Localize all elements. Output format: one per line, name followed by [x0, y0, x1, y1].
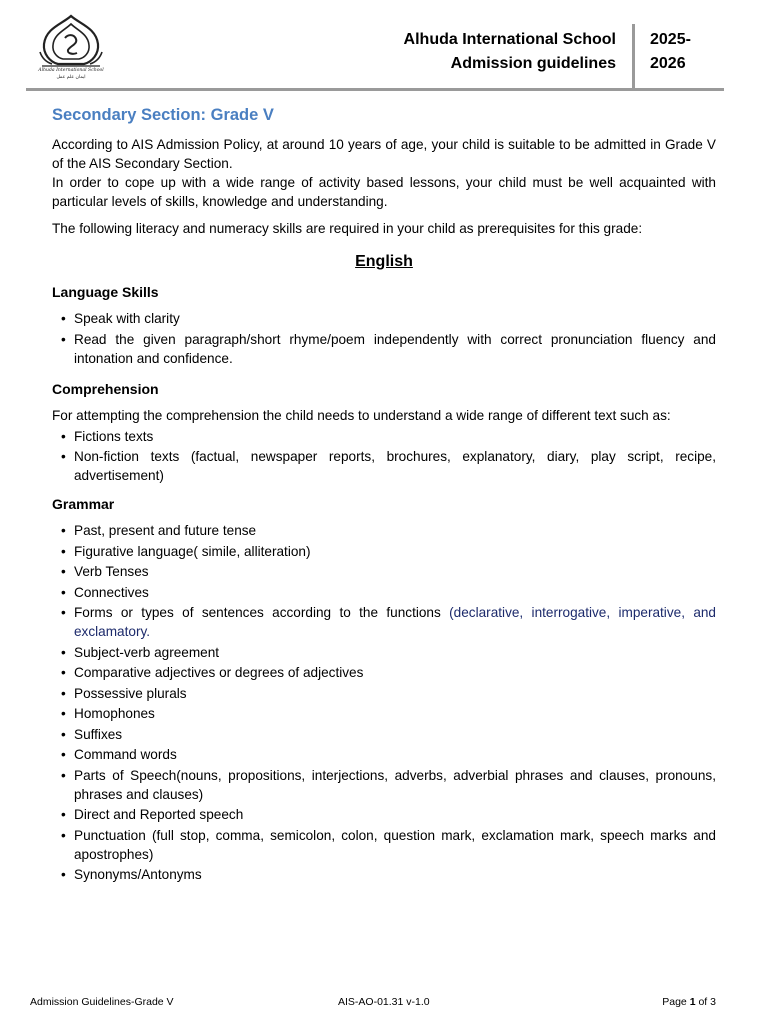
svg-text:ايمان علم عمل: ايمان علم عمل	[56, 75, 86, 80]
list-item: • Non-fiction texts (factual, newspaper reports, brochures, explanatory, diary, play script, recipe, advertisement)	[52, 447, 716, 485]
page-current: 1	[689, 996, 696, 1008]
footer-document-code: AIS-AO-01.31 v-1.0	[338, 996, 430, 1008]
intro-paragraph-1: According to AIS Admission Policy, at around 10 years of age, your child is suitable to be admitted in Grade V of the AIS Secondary Section.	[52, 137, 716, 171]
academic-year	[650, 28, 691, 76]
list-item: • Subject-verb agreement	[52, 643, 716, 662]
list-item: • Command words	[52, 745, 716, 764]
school-logo	[32, 12, 110, 80]
page-label: Page	[662, 996, 687, 1008]
year-line-1: 2025-	[650, 31, 691, 48]
intro-paragraph-2: In order to cope up with a wide range of activity based lessons, your child must be well acquainted with particular levels of skills, knowledge and understanding.	[52, 175, 716, 209]
page-header	[26, 12, 724, 91]
list-item: • Fictions texts	[52, 427, 716, 446]
list-item: • Direct and Reported speech	[52, 805, 716, 824]
school-name: Alhuda International School	[403, 31, 616, 48]
section-title: Secondary Section: Grade V	[52, 106, 274, 124]
document-title: Admission guidelines	[450, 55, 616, 72]
svg-text:Alhuda International School: Alhuda International School	[38, 68, 104, 73]
list-item: • Possessive plurals	[52, 684, 716, 703]
list-item: • Connectives	[52, 583, 716, 602]
list-item: • Suffixes	[52, 725, 716, 744]
page-number	[662, 996, 716, 1008]
intro-paragraph-3: The following literacy and numeracy skills are required in your child as prerequisites for this grade:	[52, 221, 643, 236]
list-item: • Synonyms/Antonyms	[52, 865, 716, 884]
list-item: • Punctuation (full stop, comma, semicolon, colon, question mark, exclamation mark, speech marks and apostrophes)	[52, 826, 716, 864]
list-item-text: Forms or types of sentences according to the functions	[74, 605, 441, 620]
year-line-2: 2026	[650, 55, 686, 72]
subject-heading: English	[355, 253, 413, 270]
school-title-block	[404, 28, 616, 76]
page-total: 3	[710, 996, 716, 1008]
document-body	[52, 106, 716, 890]
grammar-list	[52, 521, 716, 884]
language-skills-list	[52, 309, 716, 368]
header-divider	[632, 24, 635, 88]
list-item	[52, 603, 716, 641]
list-item: • Figurative language( simile, alliteration)	[52, 542, 716, 561]
spacer	[52, 211, 716, 219]
list-item: • Past, present and future tense	[52, 521, 716, 540]
list-item: • Verb Tenses	[52, 562, 716, 581]
list-item: • Comparative adjectives or degrees of adjectives	[52, 663, 716, 682]
comprehension-heading: Comprehension	[52, 380, 159, 397]
list-item: • Speak with clarity	[52, 309, 716, 328]
grammar-heading: Grammar	[52, 496, 115, 512]
sentence-forms-detail: (declarative, interrogative, imperative, and exclamatory.	[74, 605, 716, 639]
list-item: • Read the given paragraph/short rhyme/poem independently with correct pronunciation fluency and intonation and confidence.	[52, 330, 716, 368]
footer-document-name: Admission Guidelines-Grade V	[30, 996, 174, 1008]
language-skills-heading: Language Skills	[52, 284, 159, 300]
list-item: • Homophones	[52, 704, 716, 723]
comprehension-intro: For attempting the comprehension the child needs to understand a wide range of different text such as:	[52, 407, 671, 423]
comprehension-list	[52, 427, 716, 486]
page-footer	[30, 996, 716, 1012]
list-item: • Parts of Speech(nouns, propositions, interjections, adverbs, adverbial phrases and clauses, pronouns, phrases and clauses)	[52, 766, 716, 804]
page-of: of	[698, 996, 708, 1008]
